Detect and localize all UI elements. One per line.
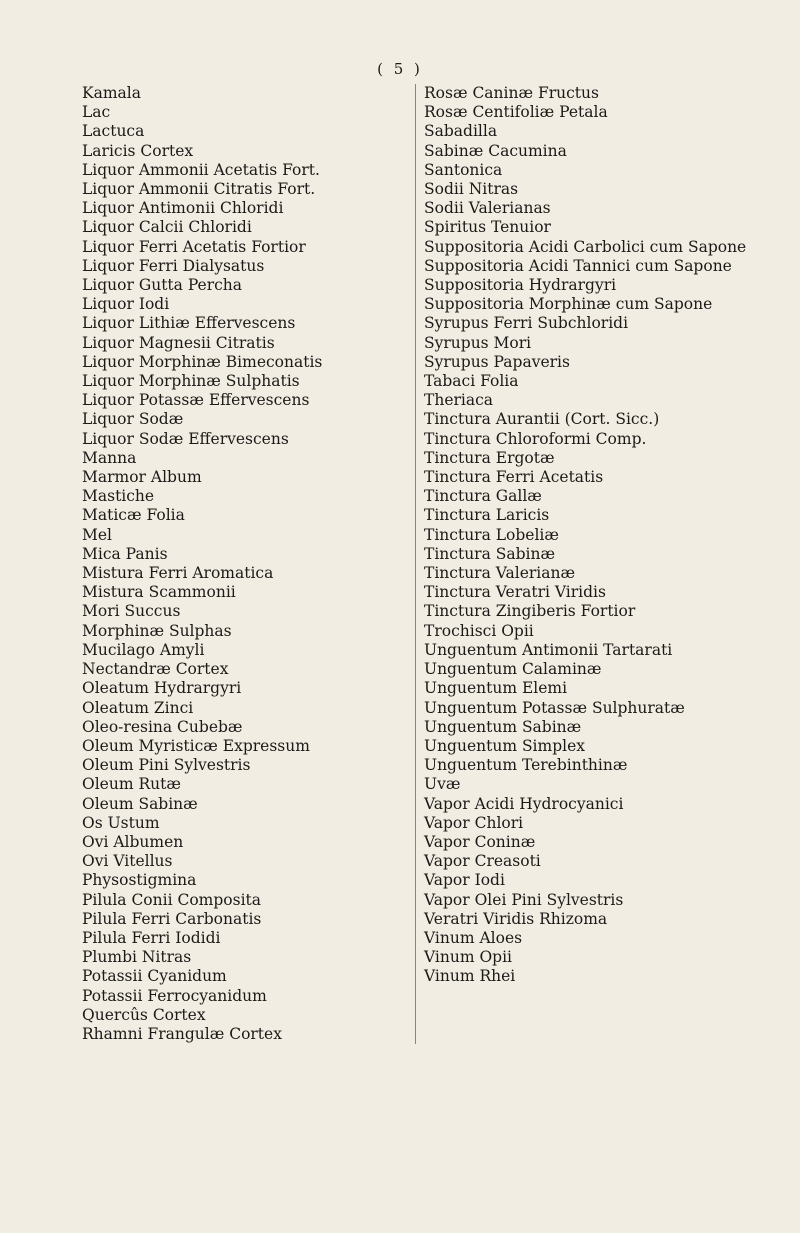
list-item: Liquor Sodæ [82, 410, 184, 429]
list-item: Oleum Myristicæ Expressum [82, 736, 310, 755]
list-item: Nectandræ Cortex [82, 660, 229, 679]
column-divider [415, 84, 416, 1044]
list-item: Tinctura Zingiberis Fortior [424, 602, 636, 621]
list-item: Sabinæ Cacumina [424, 141, 567, 160]
list-item: Vinum Rhei [424, 967, 516, 986]
list-item: Liquor Sodæ Effervescens [82, 429, 289, 448]
right-column-list [424, 84, 764, 987]
list-item: Lactuca [82, 122, 145, 141]
list-item: Pilula Ferri Carbonatis [82, 909, 262, 928]
list-item: Tinctura Sabinæ [424, 544, 556, 563]
list-item: Rosæ Caninæ Fructus [424, 84, 599, 102]
list-item: Unguentum Elemi [424, 679, 568, 698]
list-item: Tinctura Lobeliæ [424, 525, 559, 544]
list-item: Liquor Ferri Acetatis Fortior [82, 237, 306, 256]
list-item: Vapor Chlori [424, 813, 524, 832]
list-item: Plumbi Nitras [82, 948, 192, 967]
list-item: Trochisci Opii [424, 621, 534, 640]
list-item: Vinum Aloes [424, 928, 523, 947]
list-item: Quercûs Cortex [82, 1005, 206, 1024]
list-item: Santonica [424, 160, 503, 179]
list-item: Mistura Ferri Aromatica [82, 564, 274, 583]
list-item: Mel [82, 525, 113, 544]
list-item: Syrupus Mori [424, 333, 532, 352]
left-column-list [82, 84, 402, 1044]
list-item: Kamala [82, 84, 141, 102]
list-item: Suppositoria Morphinæ cum Sapone [424, 295, 713, 314]
list-item: Syrupus Ferri Subchloridi [424, 314, 629, 333]
list-item: Tinctura Chloroformi Comp. [424, 429, 647, 448]
list-item: Mori Succus [82, 602, 181, 621]
list-item: Ovi Albumen [82, 832, 184, 851]
list-item: Liquor Calcii Chloridi [82, 218, 252, 237]
list-item: Tinctura Ergotæ [424, 448, 555, 467]
list-item: Tinctura Gallæ [424, 487, 542, 506]
list-item: Vapor Coninæ [424, 832, 536, 851]
list-item: Liquor Ammonii Citratis Fort. [82, 180, 316, 199]
list-item: Physostigmina [82, 871, 197, 890]
list-item: Laricis Cortex [82, 141, 194, 160]
list-item: Oleum Sabinæ [82, 794, 198, 813]
list-item: Vinum Opii [424, 948, 513, 967]
list-item: Tinctura Ferri Acetatis [424, 468, 604, 487]
list-item: Pilula Ferri Iodidi [82, 928, 221, 947]
list-item: Suppositoria Acidi Tannici cum Sapone [424, 256, 732, 275]
list-item: Sabadilla [424, 122, 498, 141]
list-item: Liquor Antimonii Chloridi [82, 199, 284, 218]
list-item: Oleatum Hydrargyri [82, 679, 242, 698]
list-item: Unguentum Antimonii Tartarati [424, 640, 673, 659]
list-item: Suppositoria Acidi Carbolici cum Sapone [424, 237, 747, 256]
list-item: Rosæ Centifoliæ Petala [424, 103, 608, 122]
list-item: Maticæ Folia [82, 506, 185, 525]
list-item: Vapor Iodi [424, 871, 505, 890]
list-item: Manna [82, 448, 137, 467]
list-item: Os Ustum [82, 813, 160, 832]
list-item: Sodii Valerianas [424, 199, 551, 218]
list-item: Pilula Conii Composita [82, 890, 261, 909]
list-item: Oleum Pini Sylvestris [82, 756, 251, 775]
list-item: Liquor Morphinæ Sulphatis [82, 372, 300, 391]
list-item: Unguentum Simplex [424, 736, 586, 755]
list-item: Unguentum Sabinæ [424, 717, 582, 736]
list-item: Liquor Iodi [82, 295, 170, 314]
list-item: Suppositoria Hydrargyri [424, 276, 617, 295]
list-item: Vapor Olei Pini Sylvestris [424, 890, 624, 909]
list-item: Potassii Cyanidum [82, 967, 227, 986]
list-item: Unguentum Potassæ Sulphuratæ [424, 698, 685, 717]
list-item: Tabaci Folia [424, 372, 519, 391]
list-item: Liquor Ammonii Acetatis Fort. [82, 160, 320, 179]
list-item: Liquor Magnesii Citratis [82, 333, 275, 352]
list-item: Mucilago Amyli [82, 640, 205, 659]
list-item: Unguentum Calaminæ [424, 660, 602, 679]
list-item: Veratri Viridis Rhizoma [424, 909, 608, 928]
list-item: Oleatum Zinci [82, 698, 194, 717]
list-item: Liquor Morphinæ Bimeconatis [82, 352, 323, 371]
list-item: Potassii Ferrocyanidum [82, 986, 267, 1005]
list-item: Sodii Nitras [424, 180, 519, 199]
list-item: Syrupus Papaveris [424, 352, 570, 371]
list-item: Liquor Lithiæ Effervescens [82, 314, 296, 333]
page-number: ( 5 ) [377, 60, 423, 78]
list-item: Tinctura Aurantii (Cort. Sicc.) [424, 410, 660, 429]
list-item: Unguentum Terebinthinæ [424, 756, 628, 775]
list-item: Oleum Rutæ [82, 775, 181, 794]
list-item: Ovi Vitellus [82, 852, 173, 871]
list-item: Liquor Potassæ Effervescens [82, 391, 310, 410]
list-item: Tinctura Veratri Viridis [424, 583, 606, 602]
list-item: Spiritus Tenuior [424, 218, 551, 237]
list-item: Liquor Gutta Percha [82, 276, 243, 295]
list-item: Mica Panis [82, 544, 168, 563]
list-item: Oleo-resina Cubebæ [82, 717, 243, 736]
list-item: Rhamni Frangulæ Cortex [82, 1024, 282, 1043]
list-item: Tinctura Laricis [424, 506, 550, 525]
list-item: Tinctura Valerianæ [424, 564, 576, 583]
list-item: Marmor Album [82, 468, 202, 487]
list-item: Vapor Creasoti [424, 852, 541, 871]
list-item: Liquor Ferri Dialysatus [82, 256, 265, 275]
list-item: Mastiche [82, 487, 155, 506]
list-item: Mistura Scammonii [82, 583, 236, 602]
list-item: Morphinæ Sulphas [82, 621, 232, 640]
list-item: Uvæ [424, 775, 461, 794]
list-item: Lac [82, 103, 111, 122]
list-item: Vapor Acidi Hydrocyanici [424, 794, 624, 813]
list-item: Theriaca [424, 391, 494, 410]
